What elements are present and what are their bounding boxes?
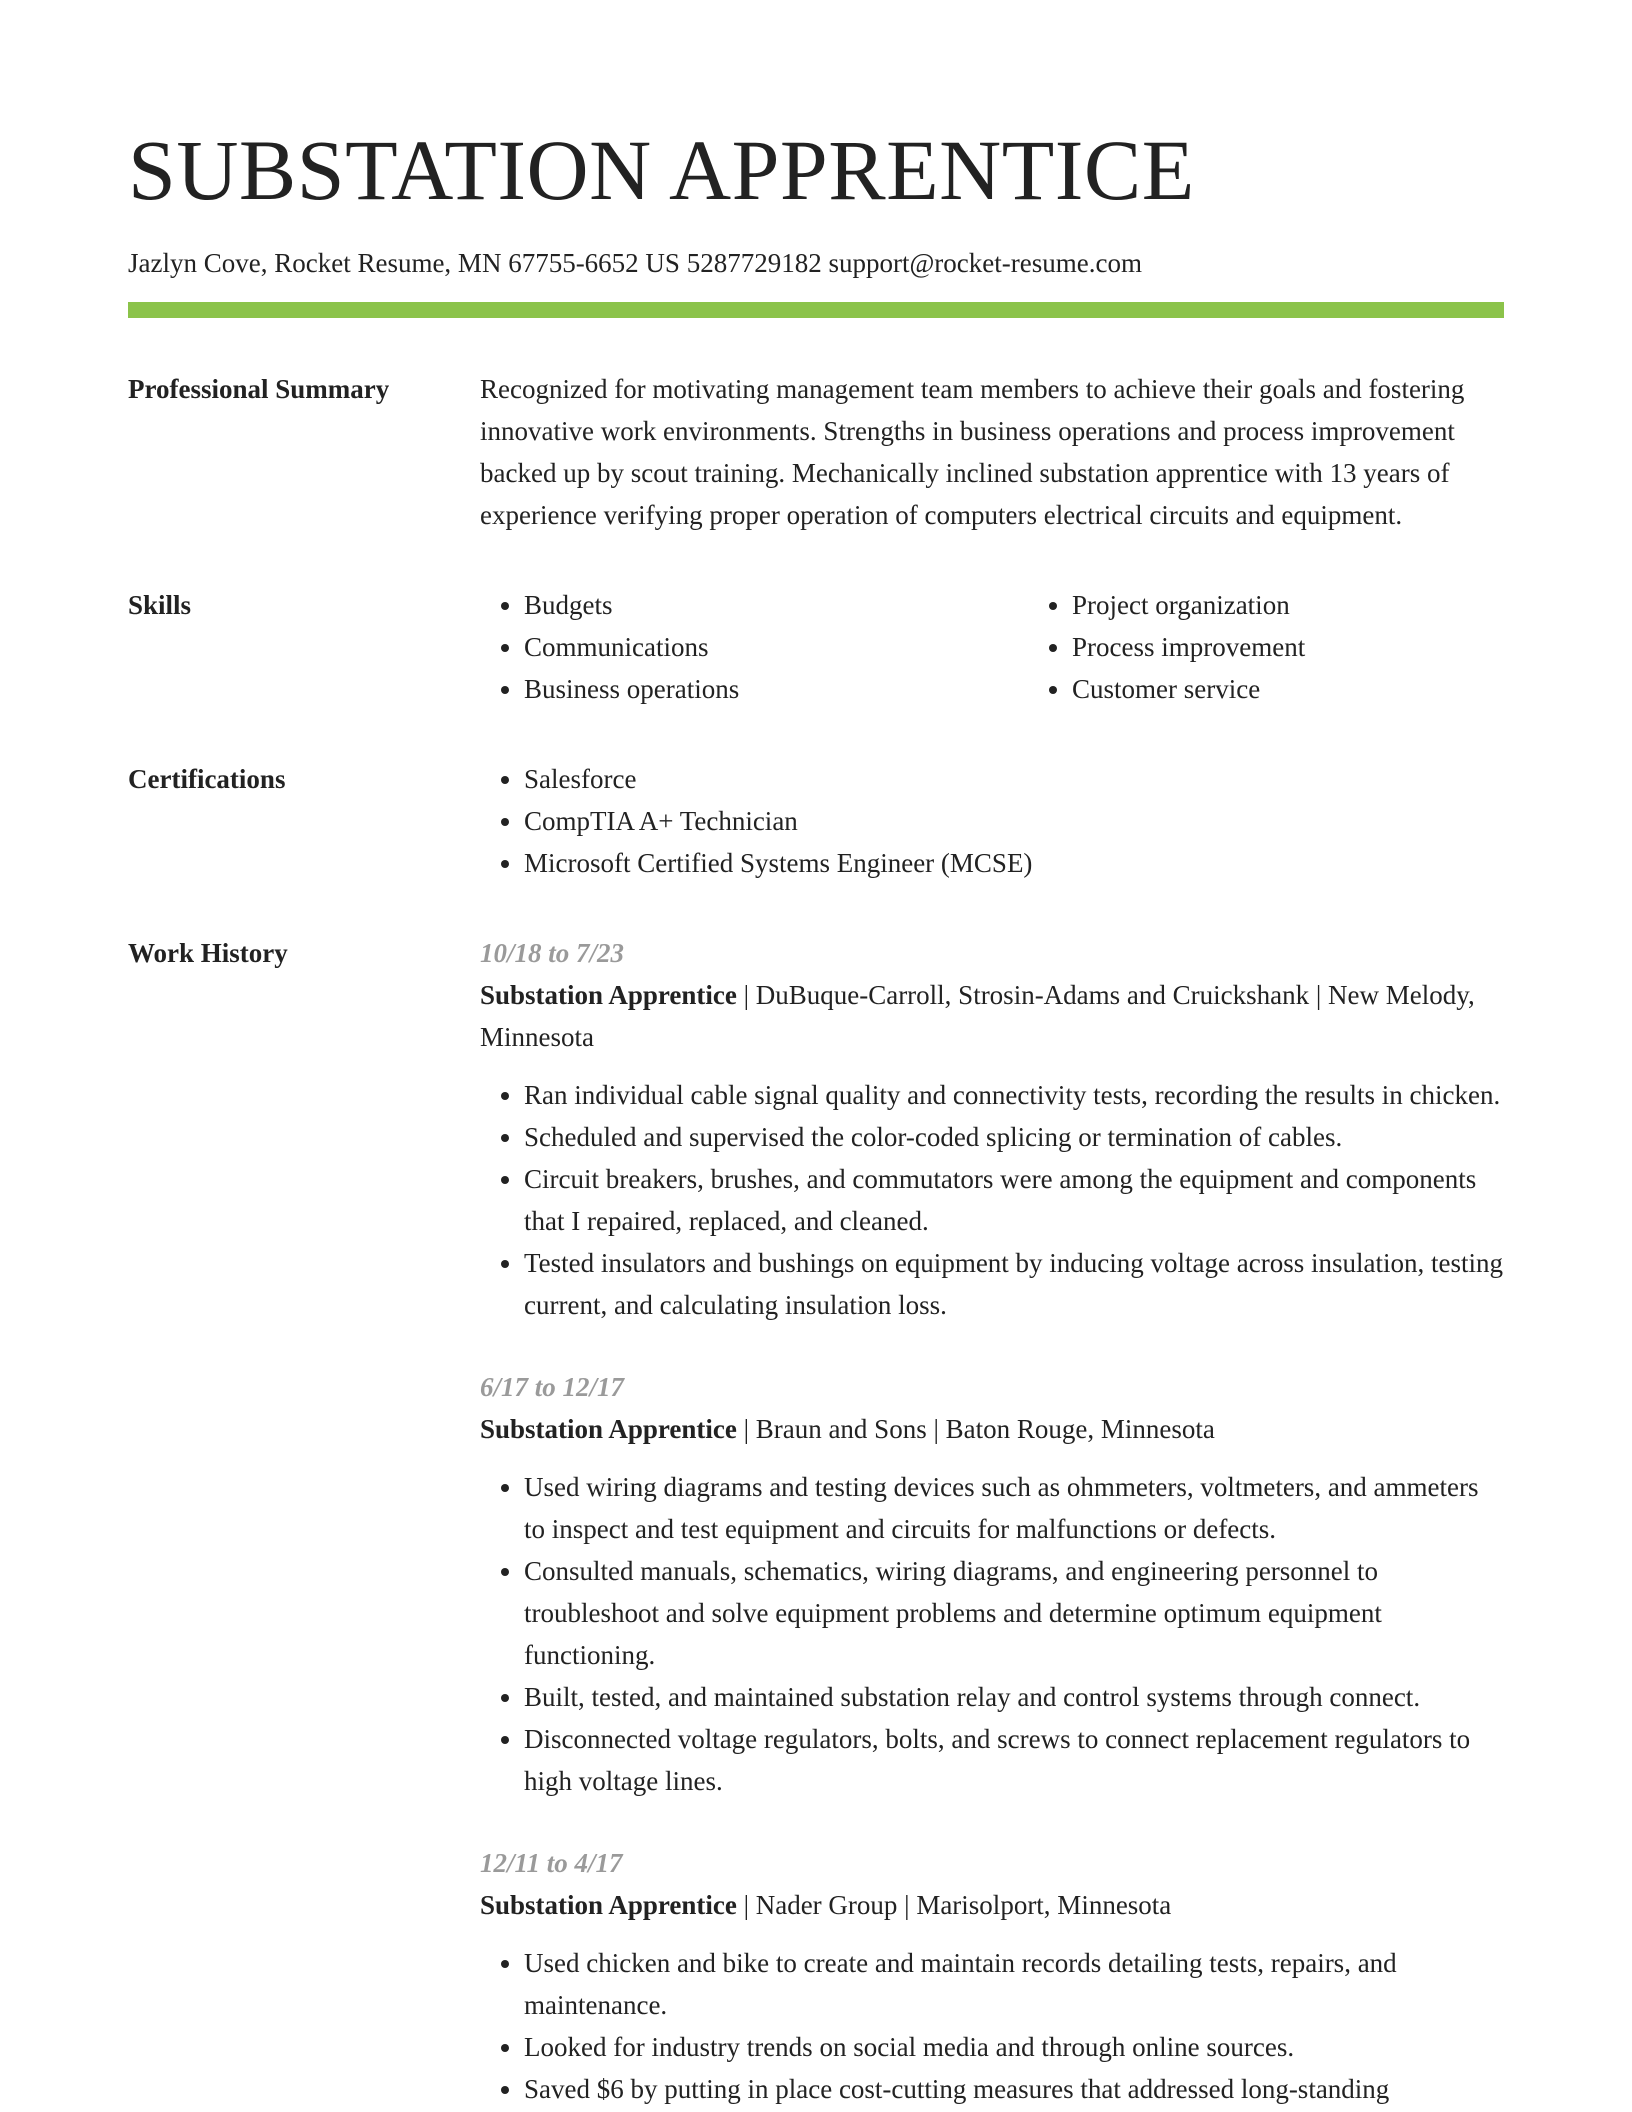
skill-item: • Business operations (524, 668, 1028, 710)
skills-list-right (1028, 584, 1504, 710)
job-bullets (480, 1942, 1504, 2110)
job-role-line (480, 974, 1504, 1058)
job-role-line (480, 1884, 1504, 1926)
job-bullet: • Scheduled and supervised the color-coded splicing or termination of cables. (524, 1116, 1504, 1158)
job-employer-location: | DuBuque-Carroll, Strosin-Adams and Cruickshank | New Melody, Minnesota (480, 980, 1475, 1052)
summary-heading: Professional Summary (128, 374, 390, 404)
job-dates: 6/17 to 12/17 (480, 1372, 625, 1402)
job-dates: 10/18 to 7/23 (480, 938, 625, 968)
job-entry (480, 1366, 1504, 1802)
certification-item: • CompTIA A+ Technician (524, 800, 1504, 842)
skills-heading: Skills (128, 590, 192, 620)
job-bullet: • Used chicken and bike to create and maintain records detailing tests, repairs, and maintenance. (524, 1942, 1504, 2026)
job-entry (480, 932, 1504, 1326)
job-bullet: • Used wiring diagrams and testing devices such as ohmmeters, voltmeters, and ammeters to inspect and test equipment and circuits for malfunctions or defects. (524, 1466, 1504, 1550)
job-title: Substation Apprentice (480, 980, 737, 1010)
certification-item: • Salesforce (524, 758, 1504, 800)
job-employer-location: | Nader Group | Marisolport, Minnesota (736, 1890, 1172, 1920)
skills-list-left (480, 584, 1028, 710)
skill-item: • Project organization (1072, 584, 1504, 626)
skill-item: • Customer service (1072, 668, 1504, 710)
skill-item: • Budgets (524, 584, 1028, 626)
job-bullet: • Ran individual cable signal quality and connectivity tests, recording the results in chicken. (524, 1074, 1504, 1116)
job-bullet: • Consulted manuals, schematics, wiring diagrams, and engineering personnel to troubleshoot and solve equipment problems and determine optimum equipment functioning. (524, 1550, 1504, 1676)
skill-item: • Communications (524, 626, 1028, 668)
certifications-heading: Certifications (128, 764, 286, 794)
accent-divider (128, 302, 1504, 318)
job-title: Substation Apprentice (480, 1890, 737, 1920)
summary-text: Recognized for motivating management team members to achieve their goals and fostering innovative work environments. Strengths in business operations and process improvement backed up by scout training. Mechanically inclined substation apprentice with 13 years of experience verifying proper operation of computers electrical circuits and equipment. (480, 374, 1465, 530)
job-bullet: • Built, tested, and maintained substation relay and control systems through connect. (524, 1676, 1504, 1718)
job-entry (480, 1842, 1504, 2110)
job-bullet: • Disconnected voltage regulators, bolts, and screws to connect replacement regulators to high voltage lines. (524, 1718, 1504, 1802)
job-bullets (480, 1466, 1504, 1802)
job-title: Substation Apprentice (480, 1414, 737, 1444)
work-history-section (128, 932, 1504, 2110)
job-employer-location: | Braun and Sons | Baton Rouge, Minnesota (736, 1414, 1215, 1444)
resume-page (128, 120, 1504, 2110)
work-history-heading: Work History (128, 938, 288, 968)
skills-section (128, 584, 1504, 710)
certifications-list (480, 758, 1504, 884)
contact-line: Jazlyn Cove, Rocket Resume, MN 67755-6652 US 5287729182 support@rocket-resume.com (128, 248, 1142, 278)
job-bullet: • Saved $6 by putting in place cost-cutting measures that addressed long-standing (524, 2068, 1504, 2110)
skill-item: • Process improvement (1072, 626, 1504, 668)
job-dates: 12/11 to 4/17 (480, 1848, 623, 1878)
job-bullet: • Circuit breakers, brushes, and commutators were among the equipment and components that I repaired, replaced, and cleaned. (524, 1158, 1504, 1242)
job-bullet: • Tested insulators and bushings on equipment by inducing voltage across insulation, testing current, and calculating insulation loss. (524, 1242, 1504, 1326)
job-role-line (480, 1408, 1504, 1450)
certifications-section (128, 758, 1504, 884)
certification-item: • Microsoft Certified Systems Engineer (MCSE) (524, 842, 1504, 884)
summary-section (128, 368, 1504, 536)
job-bullets (480, 1074, 1504, 1326)
resume-title: SUBSTATION APPRENTICE (128, 122, 1195, 218)
job-bullet: • Looked for industry trends on social media and through online sources. (524, 2026, 1504, 2068)
